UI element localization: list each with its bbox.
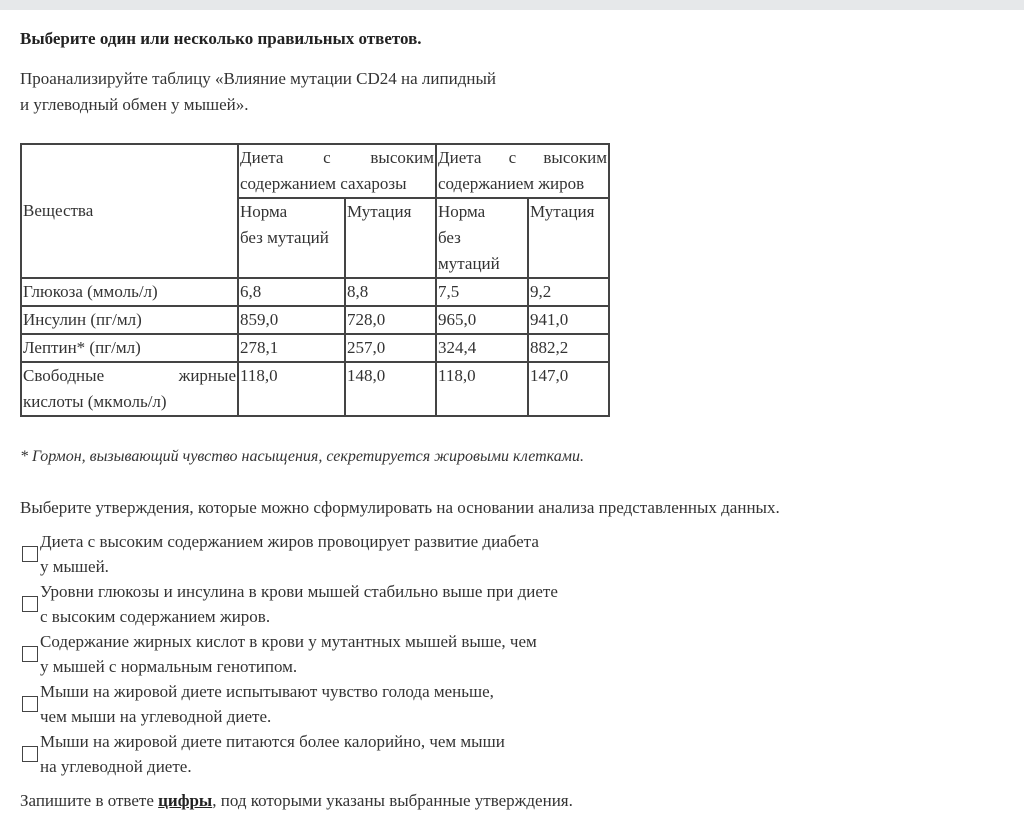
data-table: [20, 143, 610, 417]
footnote: * Гормон, вызывающий чувство насыщения, секретируется жировыми клетками.: [20, 448, 584, 465]
subheader-mutation: Мутация: [345, 198, 436, 278]
header-substances: Вещества: [21, 144, 238, 278]
table-row: Лептин* (пг/мл) 278,1 257,0 324,4 882,2: [21, 334, 609, 362]
header-sucrose-diet: Диета с высоким содержанием сахарозы: [238, 144, 436, 198]
subheader-norm: Норма без мутаций: [436, 198, 528, 278]
question: Выберите утверждения, которые можно сформулировать на основании анализа представленных данных.: [20, 498, 780, 517]
option-5[interactable]: Мыши на жировой диете питаются более калорийно, чем мыши на углеводной диете.: [20, 729, 1004, 779]
table-row: Инсулин (пг/мл) 859,0 728,0 965,0 941,0: [21, 306, 609, 334]
option-1[interactable]: Диета с высоким содержанием жиров провоцирует развитие диабета у мышей.: [20, 529, 1004, 579]
option-2[interactable]: Уровни глюкозы и инсулина в крови мышей стабильно выше при диете с высоким содержанием жиров.: [20, 579, 1004, 629]
instruction: Выберите один или несколько правильных ответов.: [20, 29, 422, 48]
checkbox[interactable]: [22, 596, 38, 612]
options-list: [20, 529, 1004, 779]
checkbox[interactable]: [22, 746, 38, 762]
table-row: Свободные жирные кислоты (мкмоль/л) 118,0 148,0 118,0 147,0: [21, 362, 609, 416]
option-4[interactable]: Мыши на жировой диете испытывают чувство голода меньше, чем мыши на углеводной диете.: [20, 679, 1004, 729]
top-bar: [0, 0, 1024, 10]
subheader-mutation: Мутация: [528, 198, 609, 278]
subheader-norm: Норма без мутаций: [238, 198, 345, 278]
intro: Проанализируйте таблицу «Влияние мутации CD24 на липидный и углеводный обмен у мышей».: [20, 69, 496, 114]
option-3[interactable]: Содержание жирных кислот в крови у мутантных мышей выше, чем у мышей с нормальным генотипом.: [20, 629, 1004, 679]
checkbox[interactable]: [22, 646, 38, 662]
checkbox[interactable]: [22, 696, 38, 712]
checkbox[interactable]: [22, 546, 38, 562]
answer-instruction: Запишите в ответе цифры, под которыми указаны выбранные утверждения.: [20, 791, 573, 810]
header-fat-diet: Диета с высоким содержанием жиров: [436, 144, 609, 198]
table-row: Глюкоза (ммоль/л) 6,8 8,8 7,5 9,2: [21, 278, 609, 306]
